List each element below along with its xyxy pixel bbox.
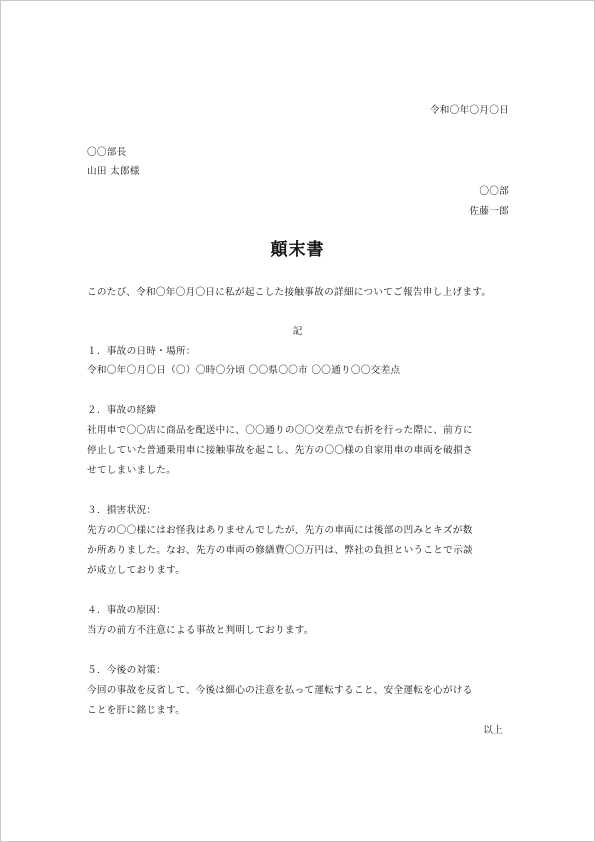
closing-text: 以上 xyxy=(483,725,503,736)
section-text: せてしまいました。 xyxy=(87,465,177,476)
section-text: 停止していた普通乗用車に接触事故を起こし、先方の〇〇様の自家用車の車両を破損さ xyxy=(87,445,473,456)
ki-label: 記 xyxy=(292,326,303,337)
section-heading: １．事故の日時・場所： xyxy=(87,346,196,357)
section-heading: ２．事故の経緯 xyxy=(87,405,157,416)
section-text: 今回の事故を反省して、今後は細心の注意を払って運転すること、安全運転を心がける xyxy=(87,685,473,696)
recipient-name: 山田 太郎様 xyxy=(87,166,140,177)
section-text: ことを肝に銘じます。 xyxy=(87,705,186,716)
sender-department: 〇〇部 xyxy=(479,186,509,197)
sender-name: 佐藤一郎 xyxy=(469,206,509,217)
intro-text: このたび、令和〇年〇月〇日に私が起こした接触事故の詳細についてご報告申し上げます。 xyxy=(87,287,492,298)
section-text: か所ありました。なお、先方の車両の修繕費〇〇万円は、弊社の負担ということで示談 xyxy=(87,545,473,556)
section-text: 当方の前方不注意による事故と判明しております。 xyxy=(87,625,314,636)
section-text: 社用車で〇〇店に商品を配送中に、〇〇通りの〇〇交差点で右折を行った際に、前方に xyxy=(87,425,473,436)
document-date: 令和〇年〇月〇日 xyxy=(429,105,509,116)
recipient-department: 〇〇部長 xyxy=(87,147,127,158)
document-title: 顛末書 xyxy=(270,240,325,260)
section-text: 先方の〇〇様にはお怪我はありませんでしたが、先方の車両には後部の凹みとキズが数 xyxy=(87,525,473,536)
section-heading: ３．損害状況： xyxy=(87,505,157,516)
section-heading: ４．事故の原因： xyxy=(87,605,167,616)
section-text: が成立しております。 xyxy=(87,565,186,576)
section-heading: ５．今後の対策： xyxy=(87,665,167,676)
section-text: 令和〇年〇月〇日（〇）〇時〇分頃 〇〇県〇〇市 〇〇通り〇〇交差点 xyxy=(87,365,401,376)
